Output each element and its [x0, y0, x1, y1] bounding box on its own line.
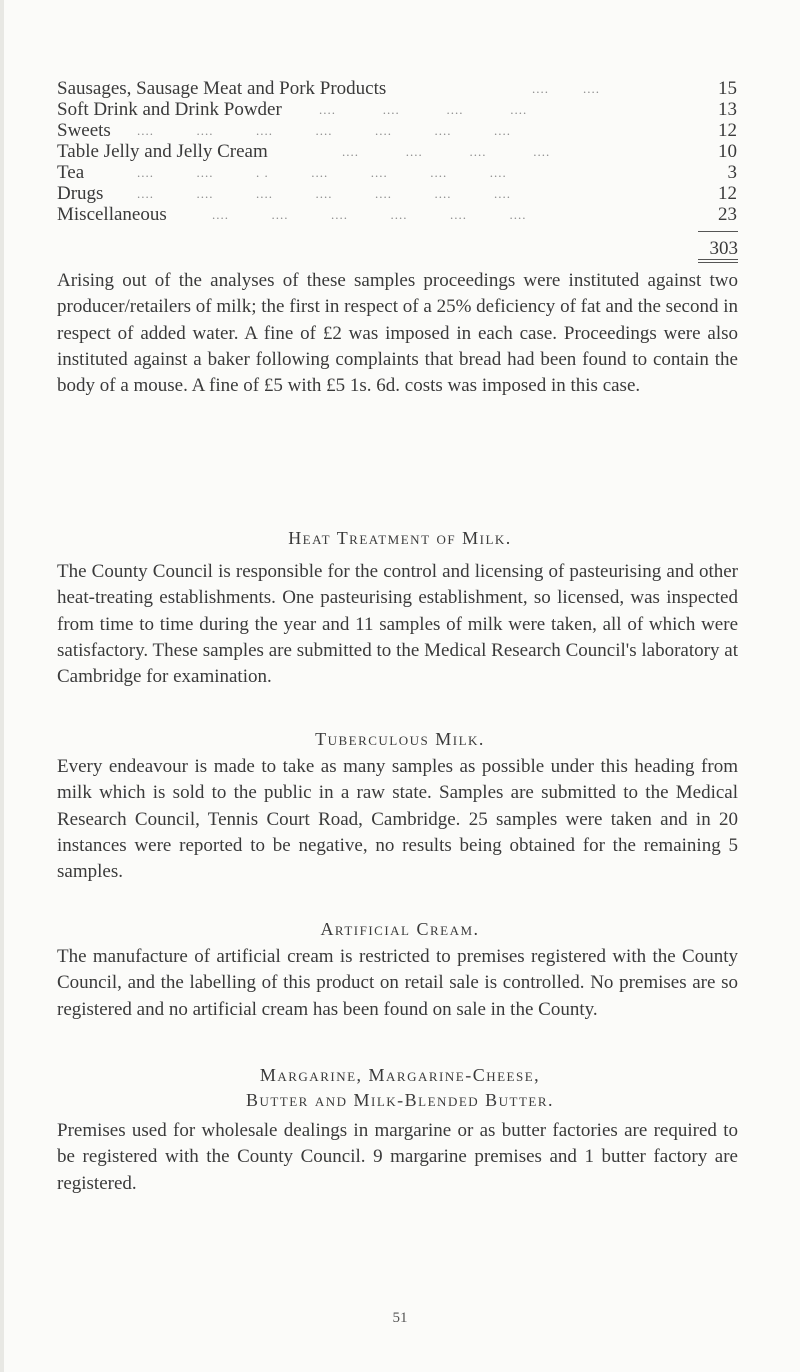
row-value: 12	[718, 120, 737, 141]
row-value: 13	[718, 99, 737, 120]
table-row: Tea .... .... . . .... .... .... .... 3	[57, 162, 737, 183]
samples-table	[57, 78, 737, 225]
table-total: 303	[709, 238, 738, 259]
margarine-heading-line1: Margarine, Margarine-Cheese,	[259, 1065, 541, 1085]
row-value: 23	[718, 204, 737, 225]
total-rule-double	[698, 262, 738, 263]
total-rule-top	[698, 231, 738, 232]
heat-treatment-paragraph: The County Council is responsible for the control and licensing of pasteurising and other heat-treating establishments. One pasteurising establishment, so licensed, was inspected from time to time during the year and 11 samples of milk were taken, all of which were satisfactory. These samples are submitted to the Medical Research Council's laboratory at Cambridge for examination.	[57, 561, 738, 688]
row-label: Soft Drink and Drink Powder	[57, 99, 282, 120]
table-row: Miscellaneous .... .... .... .... .... .... 23	[57, 204, 737, 225]
table-row: Sweets .... .... .... .... .... .... .... 12	[57, 120, 737, 141]
table-row: Drugs .... .... .... .... .... .... .... 12	[57, 183, 737, 204]
row-value: 3	[727, 162, 737, 183]
heat-treatment-heading: Heat Treatment of Milk.	[288, 528, 512, 548]
table-row: Soft Drink and Drink Powder .... .... .... .... 13	[57, 99, 737, 120]
artificial-cream-heading: Artificial Cream.	[320, 919, 480, 939]
artificial-cream-paragraph: The manufacture of artificial cream is restricted to premises registered with the County Council, and the labelling of this product on retail sale is controlled. No premises are so registered and no artificial cream has been found on sale in the County.	[57, 946, 738, 1020]
total-rule-double	[698, 259, 738, 260]
row-label: Sweets	[57, 120, 111, 141]
intro-paragraph: Arising out of the analyses of these samples proceedings were instituted against two producer/retailers of milk; the first in respect of a 25% deficiency of fat and the second in respect of added water. A fine of £2 was imposed in each case. Proceedings were also instituted against a baker following complaints that bread had been found to contain the body of a mouse. A fine of £5 with £5 1s. 6d. costs was imposed in this case.	[57, 270, 738, 397]
tuberculous-milk-heading: Tuberculous Milk.	[315, 729, 485, 749]
page-edge	[0, 0, 4, 1372]
row-label: Drugs	[57, 183, 104, 204]
row-label: Miscellaneous	[57, 204, 167, 225]
row-label: Sausages, Sausage Meat and Pork Products	[57, 78, 387, 99]
margarine-heading-line2: Butter and Milk-Blended Butter.	[245, 1090, 555, 1110]
page-number: 51	[392, 1310, 408, 1326]
table-row: Sausages, Sausage Meat and Pork Products .... .... 15	[57, 78, 737, 99]
margarine-paragraph: Premises used for wholesale dealings in margarine or as butter factories are required to be registered with the County Council. 9 margarine premises and 1 butter factory are registered.	[57, 1120, 738, 1194]
table-row: Table Jelly and Jelly Cream .... .... .... .... 10	[57, 141, 737, 162]
row-label: Table Jelly and Jelly Cream	[57, 141, 268, 162]
row-value: 10	[718, 141, 737, 162]
row-value: 15	[718, 78, 737, 99]
row-value: 12	[718, 183, 737, 204]
row-label: Tea	[57, 162, 85, 183]
tuberculous-milk-paragraph: Every endeavour is made to take as many samples as possible under this heading from milk which is sold to the public in a raw state. Samples are submitted to the Medical Research Council, Tennis Court Road, Cambridge. 25 samples were taken and in 20 instances were reported to be negative, no results being obtained for the remaining 5 samples.	[57, 756, 738, 883]
